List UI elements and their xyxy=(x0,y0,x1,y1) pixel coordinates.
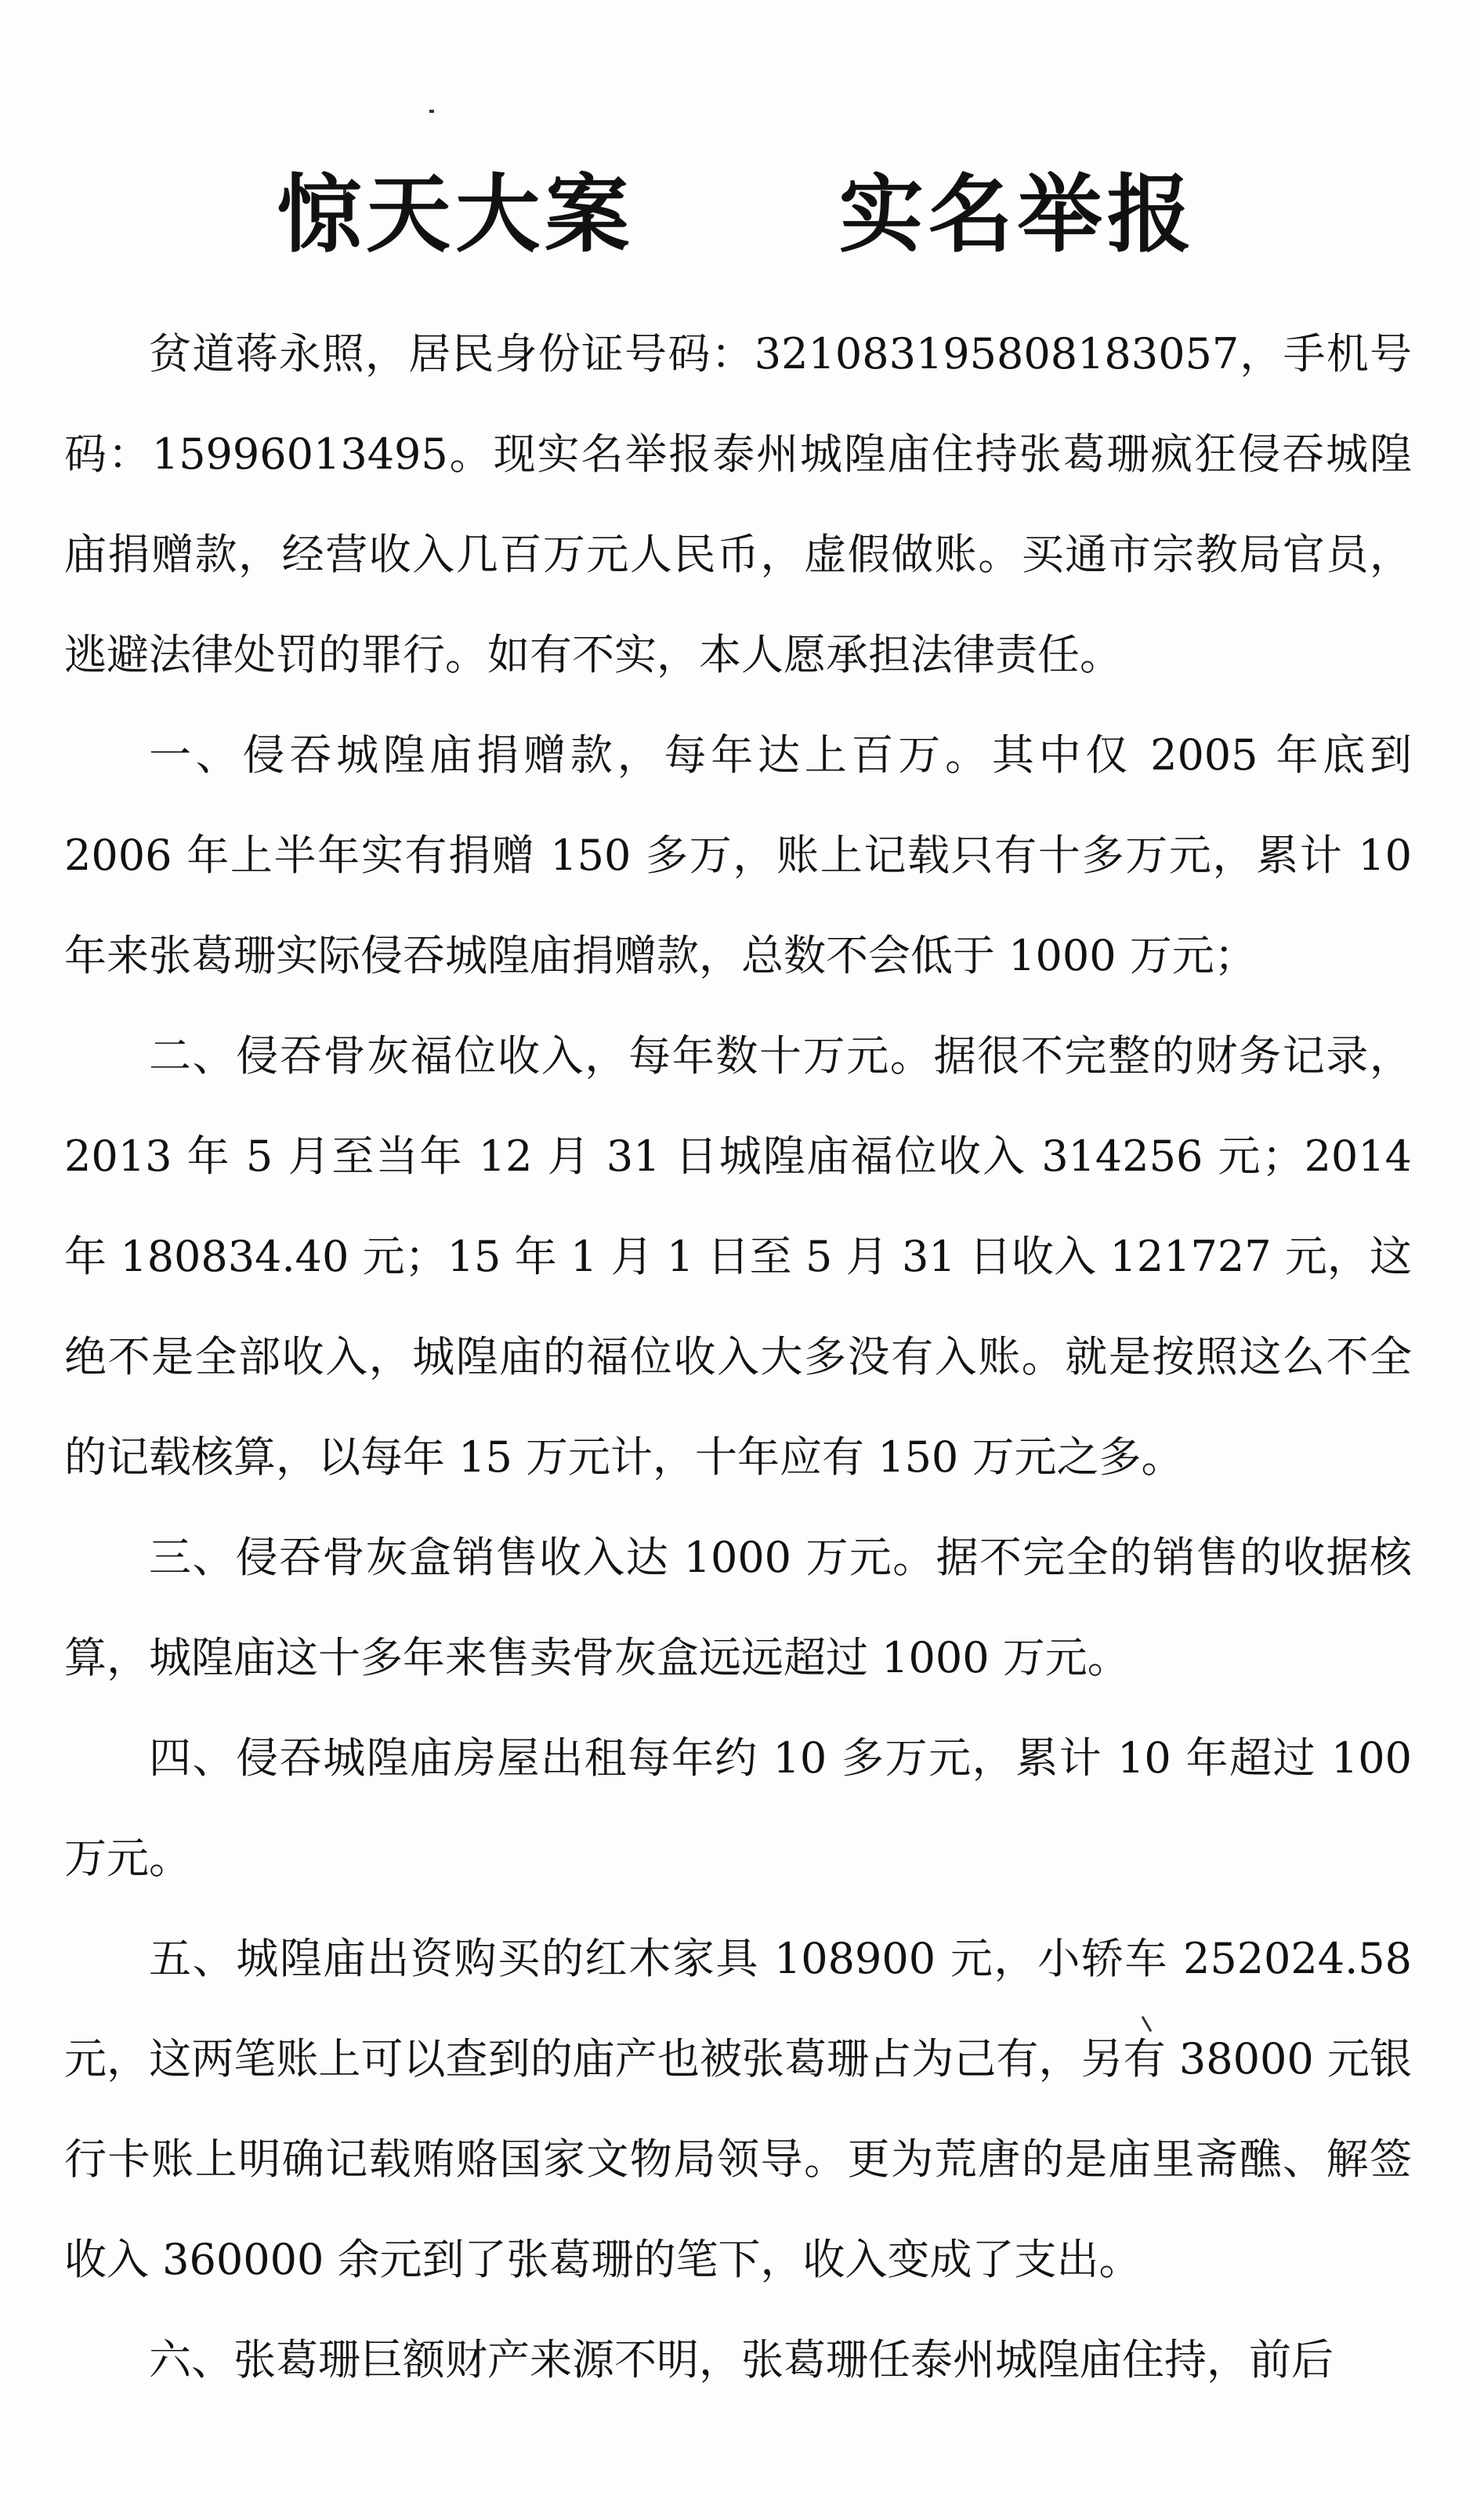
scan-speck xyxy=(429,110,434,113)
paragraph-item-6: 六、张葛珊巨额财产来源不明，张葛珊任泰州城隍庙住持，前后 xyxy=(149,2335,1334,2384)
paragraph-item-5: 五、城隍庙出资购买的红木家具 108900 元，小轿车 252024.58 元，这两笔账上可以查到的庙产也被张葛珊占为己有，另有 38000 元银行卡账上明确记载贿赂国家文物局领导。更为荒唐的是庙里斋醮、解签收入 360000 余元到了张葛珊的笔下，收入变成了支出。 xyxy=(64,1934,1412,2284)
paragraph-item-1: 一、侵吞城隍庙捐赠款，每年达上百万。其中仅 2005 年底到 2006 年上半年实有捐赠 150 多万，账上记载只有十多万元，累计 10 年来张葛珊实际侵吞城隍庙捐赠款，总数不会低于 1000 万元； xyxy=(64,730,1412,980)
paragraph-intro: 贫道蒋永照，居民身份证号码：321083195808183057，手机号码：15996013495。现实名举报泰州城隍庙住持张葛珊疯狂侵吞城隍庙捐赠款，经营收入几百万元人民币，虚假做账。买通市宗教局官员，逃避法律处罚的罪行。如有不实，本人愿承担法律责任。 xyxy=(64,329,1412,679)
document-body xyxy=(64,304,1412,2410)
paragraph-item-2: 二、侵吞骨灰福位收入，每年数十万元。据很不完整的财务记录，2013 年 5 月至当年 12 月 31 日城隍庙福位收入 314256 元；2014 年 180834.40 元；15 年 1 月 1 日至 5 月 31 日收入 121727 元，这绝不是全部收入，城隍庙的福位收入大多没有入账。就是按照这么不全的记载核算，以每年 15 万元计，十年应有 150 万元之多。 xyxy=(64,1031,1412,1482)
paragraph-item-4: 四、侵吞城隍庙房屋出租每年约 10 多万元，累计 10 年超过 100 万元。 xyxy=(64,1733,1412,1883)
document-title: 惊天大案 实名举报 xyxy=(277,166,1196,264)
paragraph-item-3: 三、侵吞骨灰盒销售收入达 1000 万元。据不完全的销售的收据核算，城隍庙这十多年来售卖骨灰盒远远超过 1000 万元。 xyxy=(64,1533,1412,1682)
